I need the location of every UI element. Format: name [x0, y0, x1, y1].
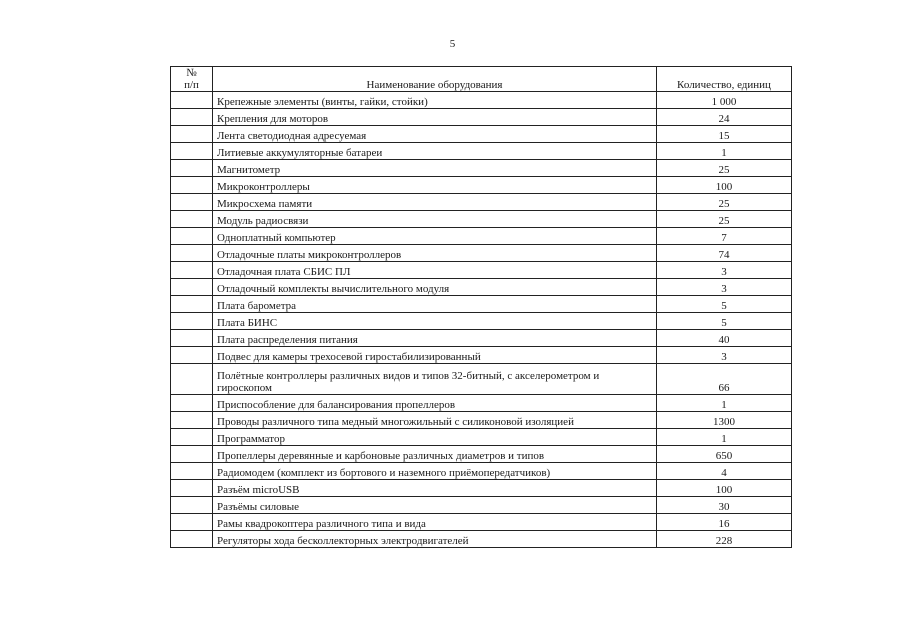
quantity-cell: 4 — [657, 463, 792, 480]
equipment-name-cell: Отладочный комплекты вычислительного модуля — [213, 279, 657, 296]
quantity-cell: 30 — [657, 497, 792, 514]
quantity-cell: 3 — [657, 347, 792, 364]
quantity-cell: 5 — [657, 313, 792, 330]
quantity-cell: 1 — [657, 143, 792, 160]
quantity-cell: 15 — [657, 126, 792, 143]
table-row — [171, 347, 792, 364]
equipment-name-cell: Микроконтроллеры — [213, 177, 657, 194]
table-row — [171, 126, 792, 143]
quantity-cell: 5 — [657, 296, 792, 313]
table-row — [171, 463, 792, 480]
row-number-cell — [171, 514, 213, 531]
table-header-row — [171, 67, 792, 92]
row-number-cell — [171, 143, 213, 160]
equipment-name-cell: Подвес для камеры трехосевой гиростабилизированный — [213, 347, 657, 364]
row-number-cell — [171, 262, 213, 279]
table-row — [171, 395, 792, 412]
row-number-cell — [171, 109, 213, 126]
row-number-cell — [171, 211, 213, 228]
table-row — [171, 313, 792, 330]
equipment-name-cell: Отладочная плата СБИС ПЛ — [213, 262, 657, 279]
table-row — [171, 429, 792, 446]
quantity-cell: 228 — [657, 531, 792, 548]
quantity-cell: 25 — [657, 211, 792, 228]
row-number-cell — [171, 177, 213, 194]
table-row — [171, 228, 792, 245]
table-row — [171, 194, 792, 211]
quantity-cell: 1300 — [657, 412, 792, 429]
row-number-cell — [171, 279, 213, 296]
quantity-cell: 16 — [657, 514, 792, 531]
table-row — [171, 330, 792, 347]
quantity-cell: 3 — [657, 279, 792, 296]
equipment-name-cell: Регуляторы хода бесколлекторных электродвигателей — [213, 531, 657, 548]
table-row — [171, 143, 792, 160]
row-number-cell — [171, 313, 213, 330]
equipment-name-cell: Радиомодем (комплект из бортового и наземного приёмопередатчиков) — [213, 463, 657, 480]
equipment-name-cell: Литиевые аккумуляторные батареи — [213, 143, 657, 160]
table-row — [171, 364, 792, 395]
row-number-cell — [171, 330, 213, 347]
quantity-cell: 25 — [657, 194, 792, 211]
table-row — [171, 245, 792, 262]
equipment-name-cell: Магнитометр — [213, 160, 657, 177]
table-row — [171, 211, 792, 228]
quantity-cell: 74 — [657, 245, 792, 262]
equipment-name-cell: Плата БИНС — [213, 313, 657, 330]
table-row — [171, 279, 792, 296]
row-number-cell — [171, 160, 213, 177]
equipment-name-cell: Плата барометра — [213, 296, 657, 313]
equipment-name-cell: Лента светодиодная адресуемая — [213, 126, 657, 143]
quantity-cell: 40 — [657, 330, 792, 347]
header-equipment-name: Наименование оборудования — [213, 67, 657, 92]
row-number-cell — [171, 228, 213, 245]
quantity-cell: 650 — [657, 446, 792, 463]
row-number-cell — [171, 446, 213, 463]
row-number-cell — [171, 126, 213, 143]
header-quantity: Количество, единиц — [657, 67, 792, 92]
table-row — [171, 514, 792, 531]
table-row — [171, 262, 792, 279]
quantity-cell: 1 — [657, 429, 792, 446]
row-number-cell — [171, 194, 213, 211]
row-number-cell — [171, 463, 213, 480]
header-number-line2: п/п — [184, 79, 199, 91]
header-number-line1: № — [186, 67, 197, 79]
header-number — [171, 67, 213, 92]
table-row — [171, 92, 792, 109]
quantity-cell: 1 — [657, 395, 792, 412]
equipment-table — [170, 66, 792, 548]
table-row — [171, 160, 792, 177]
equipment-name-cell: Пропеллеры деревянные и карбоновые различных диаметров и типов — [213, 446, 657, 463]
row-number-cell — [171, 296, 213, 313]
row-number-cell — [171, 92, 213, 109]
equipment-name-cell: Микросхема памяти — [213, 194, 657, 211]
table-row — [171, 480, 792, 497]
row-number-cell — [171, 245, 213, 262]
equipment-name-cell: Отладочные платы микроконтроллеров — [213, 245, 657, 262]
equipment-name-cell: Программатор — [213, 429, 657, 446]
row-number-cell — [171, 497, 213, 514]
row-number-cell — [171, 364, 213, 395]
page-number: 5 — [449, 38, 456, 50]
table-row — [171, 296, 792, 313]
table-row — [171, 109, 792, 126]
equipment-name-cell: Одноплатный компьютер — [213, 228, 657, 245]
table-row — [171, 497, 792, 514]
row-number-cell — [171, 429, 213, 446]
table-row — [171, 531, 792, 548]
quantity-cell: 100 — [657, 480, 792, 497]
equipment-name-cell: Плата распределения питания — [213, 330, 657, 347]
equipment-name-cell: Приспособление для балансирования пропеллеров — [213, 395, 657, 412]
equipment-name-cell: Разъёмы силовые — [213, 497, 657, 514]
quantity-cell: 66 — [657, 364, 792, 395]
equipment-name-cell: Полётные контроллеры различных видов и типов 32-битный, с акселерометром и гироскопом — [213, 364, 657, 395]
equipment-name-cell: Крепежные элементы (винты, гайки, стойки) — [213, 92, 657, 109]
quantity-cell: 100 — [657, 177, 792, 194]
equipment-name-cell: Крепления для моторов — [213, 109, 657, 126]
quantity-cell: 3 — [657, 262, 792, 279]
equipment-name-cell: Разъём microUSB — [213, 480, 657, 497]
row-number-cell — [171, 412, 213, 429]
equipment-name-cell: Рамы квадрокоптера различного типа и вида — [213, 514, 657, 531]
table-row — [171, 412, 792, 429]
equipment-name-cell: Проводы различного типа медный многожильный с силиконовой изоляцией — [213, 412, 657, 429]
quantity-cell: 1 000 — [657, 92, 792, 109]
row-number-cell — [171, 531, 213, 548]
table-row — [171, 446, 792, 463]
quantity-cell: 7 — [657, 228, 792, 245]
row-number-cell — [171, 347, 213, 364]
row-number-cell — [171, 395, 213, 412]
row-number-cell — [171, 480, 213, 497]
equipment-name-cell: Модуль радиосвязи — [213, 211, 657, 228]
table-row — [171, 177, 792, 194]
quantity-cell: 25 — [657, 160, 792, 177]
quantity-cell: 24 — [657, 109, 792, 126]
